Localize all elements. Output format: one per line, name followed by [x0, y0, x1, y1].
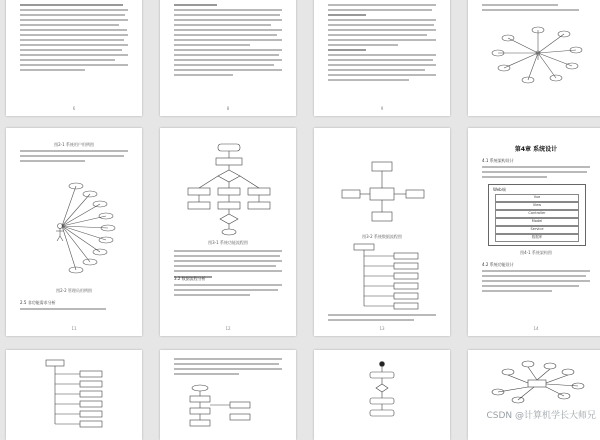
arch-row: 数据库 [495, 234, 579, 242]
section-heading: 3.2 数据流程分析 [174, 276, 206, 281]
page-thumb-1[interactable] [6, 0, 142, 116]
page-number: 12 [225, 326, 231, 331]
body-text [328, 314, 436, 324]
body-text [174, 358, 282, 378]
section-heading: 4.2 系统功能设计 [482, 262, 514, 267]
arch-row: Model [495, 218, 579, 226]
section-heading: 2.5 非功能需求分析 [20, 300, 56, 305]
body-text [20, 308, 128, 313]
arch-row: Controller [495, 210, 579, 218]
admin-use-case-diagram [6, 166, 142, 286]
figure-caption: 图2-2 管理员用例图 [56, 288, 92, 293]
body-text [174, 4, 282, 79]
watermark: CSDN @计算机学长大师兄 [486, 411, 596, 421]
page-thumb-9[interactable] [6, 350, 142, 440]
body-text [328, 4, 436, 84]
figure-caption: 图3-1 系统功能流程图 [208, 240, 248, 245]
page-thumb-12[interactable] [468, 350, 600, 440]
flowchart-diagram [160, 140, 296, 236]
page-thumb-10[interactable] [160, 350, 296, 440]
body-text [174, 284, 282, 299]
arch-title: Web端 [493, 187, 506, 192]
arch-row: View [495, 202, 579, 210]
activity-diagram [314, 358, 450, 438]
data-flow-diagram [314, 158, 450, 228]
figure-caption: 图4-1 系统架构图 [520, 250, 552, 255]
page-number: 8 [226, 106, 230, 111]
page-thumb-5[interactable] [6, 128, 142, 336]
page-thumb-11[interactable] [314, 350, 450, 440]
body-text [20, 150, 128, 165]
page-thumb-3[interactable] [314, 0, 450, 116]
page-number: 14 [533, 326, 539, 331]
section-heading: 4.1 系统架构设计 [482, 158, 514, 163]
page-number: 6 [72, 106, 76, 111]
page-number: 13 [379, 326, 385, 331]
page-number: 9 [380, 106, 384, 111]
page-thumb-6[interactable] [160, 128, 296, 336]
figure-caption: 图2-1 系统用户用例图 [54, 142, 94, 147]
body-text [482, 166, 590, 181]
page-number: 11 [71, 326, 77, 331]
flowchart-diagram [160, 380, 296, 430]
page-thumb-2[interactable] [160, 0, 296, 116]
figure-caption: 图3-2 系统数据流程图 [362, 234, 402, 239]
use-case-diagram [468, 0, 600, 108]
body-text [20, 4, 128, 74]
arch-row: Service [495, 226, 579, 234]
page-thumb-7[interactable] [314, 128, 450, 336]
arch-row: Vue [495, 194, 579, 202]
body-text [482, 270, 590, 295]
module-tree-diagram [314, 242, 450, 312]
chapter-title: 第4章 系统设计 [514, 146, 558, 153]
er-diagram [468, 356, 600, 416]
page-thumb-8[interactable] [468, 128, 600, 336]
module-tree-diagram [6, 358, 142, 428]
page-thumb-4[interactable] [468, 0, 600, 116]
architecture-diagram [488, 184, 586, 246]
